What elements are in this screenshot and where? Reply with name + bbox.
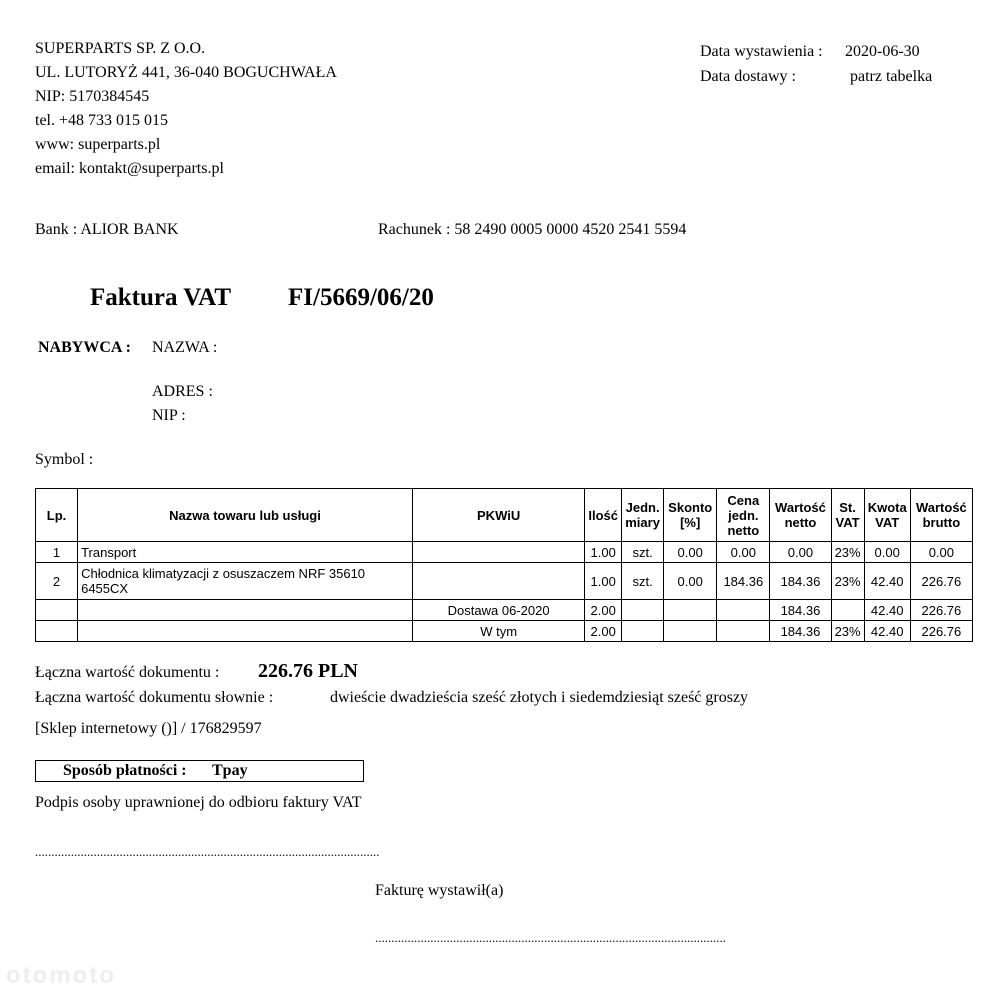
row-gross-value: 0.00 [910,542,972,563]
summary-row-delivery [36,600,973,621]
total-words-value: dwieście dwadzieścia sześć złotych i siedemdziesiąt sześć groszy [330,689,749,706]
row-qty: 1.00 [585,563,622,600]
header-gross-value-line1: Wartość [915,500,967,515]
buyer-name-label: NAZWA : [152,339,218,356]
buyer-label: NABYWCA : [38,339,131,356]
header-unit-price [717,489,770,542]
table-header-row [36,489,973,542]
seller-website: www: superparts.pl [35,136,161,153]
header-net-value-line2: netto [784,515,817,530]
header-unit-price-line3: netto [727,522,760,538]
invoice-number: FI/5669/06/20 [288,284,434,311]
symbol-label: Symbol : [35,451,94,468]
header-discount-line2: [%] [680,515,701,530]
summary-net-value: 184.36 [770,621,831,642]
row-lp: 1 [36,542,78,563]
header-vat-rate-line2: VAT [835,515,860,530]
buyer-address-label: ADRES : [152,383,213,400]
summary-empty-lp [36,600,78,621]
row-qty: 1.00 [585,542,622,563]
header-net-value-line1: Wartość [775,500,826,515]
row-unit: szt. [622,563,664,600]
header-unit-line1: Jedn. [625,500,660,515]
row-gross-value: 226.76 [910,563,972,600]
summary-empty-lp [36,621,78,642]
items-table [35,488,973,642]
summary-vat-rate [831,600,864,621]
row-unit: szt. [622,542,664,563]
summary-net-value: 184.36 [770,600,831,621]
payment-method-label: Sposób płatności : [63,762,187,779]
row-pkwiu [412,542,584,563]
header-gross-value [910,489,972,542]
issue-date-value: 2020-06-30 [845,43,920,60]
summary-label: Dostawa 06-2020 [412,600,584,621]
seller-nip: NIP: 5170384545 [35,88,150,105]
header-name: Nazwa towaru lub usługi [78,489,413,542]
delivery-date-label: Data dostawy : [700,68,796,85]
seller-address: UL. LUTORYŻ 441, 36-040 BOGUCHWAŁA [35,64,337,81]
summary-empty-unit [622,621,664,642]
header-pkwiu: PKWiU [412,489,584,542]
seller-name: SUPERPARTS SP. Z O.O. [35,40,206,57]
summary-qty: 2.00 [585,621,622,642]
delivery-date-value: patrz tabelka [850,68,933,85]
summary-empty-unit [622,600,664,621]
header-discount [664,489,717,542]
payment-method-box [35,760,364,782]
summary-vat-amount: 42.40 [864,621,910,642]
summary-vat-rate: 23% [831,621,864,642]
header-net-value [770,489,831,542]
header-vat-amount-line1: Kwota [867,500,907,515]
issuer-signature-line: ............................................................................................................ [375,930,726,945]
summary-empty-discount [664,621,717,642]
summary-gross-value: 226.76 [910,600,972,621]
table-row [36,542,973,563]
table-row [36,563,973,600]
shop-reference: [Sklep internetowy ()] / 176829597 [35,720,262,737]
row-name: Chłodnica klimatyzacji z osuszaczem NRF 35610 6455CX [78,563,413,600]
invoice-title: Faktura VAT [90,284,232,311]
row-pkwiu [412,563,584,600]
row-net-value: 184.36 [770,563,831,600]
summary-empty-unit-price [717,621,770,642]
header-gross-value-line2: brutto [922,515,961,530]
payment-method-value: Tpay [212,762,248,779]
issuer-signature-label: Fakturę wystawił(a) [375,882,504,899]
header-unit-line2: miary [625,515,660,530]
row-vat-amount: 0.00 [864,542,910,563]
header-unit-price-line2: jedn. [728,507,759,523]
summary-empty-name [78,600,413,621]
watermark-logo: otomoto [6,962,116,989]
header-lp: Lp. [36,489,78,542]
header-vat-rate-line1: St. [839,500,856,515]
header-unit-price-line1: Cena [727,492,760,508]
row-lp: 2 [36,563,78,600]
summary-vat-amount: 42.40 [864,600,910,621]
recipient-signature-line: .......................................................................................................... [35,844,380,859]
issue-date-label: Data wystawienia : [700,43,823,60]
summary-empty-name [78,621,413,642]
row-name: Transport [78,542,413,563]
total-label: Łączna wartość dokumentu : [35,664,220,681]
row-unit-price: 0.00 [717,542,770,563]
total-words-label: Łączna wartość dokumentu słownie : [35,689,274,706]
row-vat-rate: 23% [831,542,864,563]
summary-empty-unit-price [717,600,770,621]
row-discount: 0.00 [664,563,717,600]
bank-account: Rachunek : 58 2490 0005 0000 4520 2541 5594 [378,221,687,238]
row-discount: 0.00 [664,542,717,563]
seller-phone: tel. +48 733 015 015 [35,112,169,129]
recipient-signature-label: Podpis osoby uprawnionej do odbioru faktury VAT [35,794,362,811]
total-value: 226.76 PLN [258,660,358,682]
row-vat-rate: 23% [831,563,864,600]
seller-email: email: kontakt@superparts.pl [35,160,224,177]
summary-qty: 2.00 [585,600,622,621]
header-vat-amount-line2: VAT [875,515,900,530]
header-vat-amount [864,489,910,542]
summary-row-breakdown [36,621,973,642]
summary-gross-value: 226.76 [910,621,972,642]
header-vat-rate [831,489,864,542]
bank-name: Bank : ALIOR BANK [35,221,179,238]
header-unit [622,489,664,542]
header-qty: Ilość [585,489,622,542]
header-discount-line1: Skonto [668,500,713,515]
summary-label: W tym [412,621,584,642]
summary-empty-discount [664,600,717,621]
row-unit-price: 184.36 [717,563,770,600]
row-net-value: 0.00 [770,542,831,563]
buyer-nip-label: NIP : [152,407,186,424]
row-vat-amount: 42.40 [864,563,910,600]
